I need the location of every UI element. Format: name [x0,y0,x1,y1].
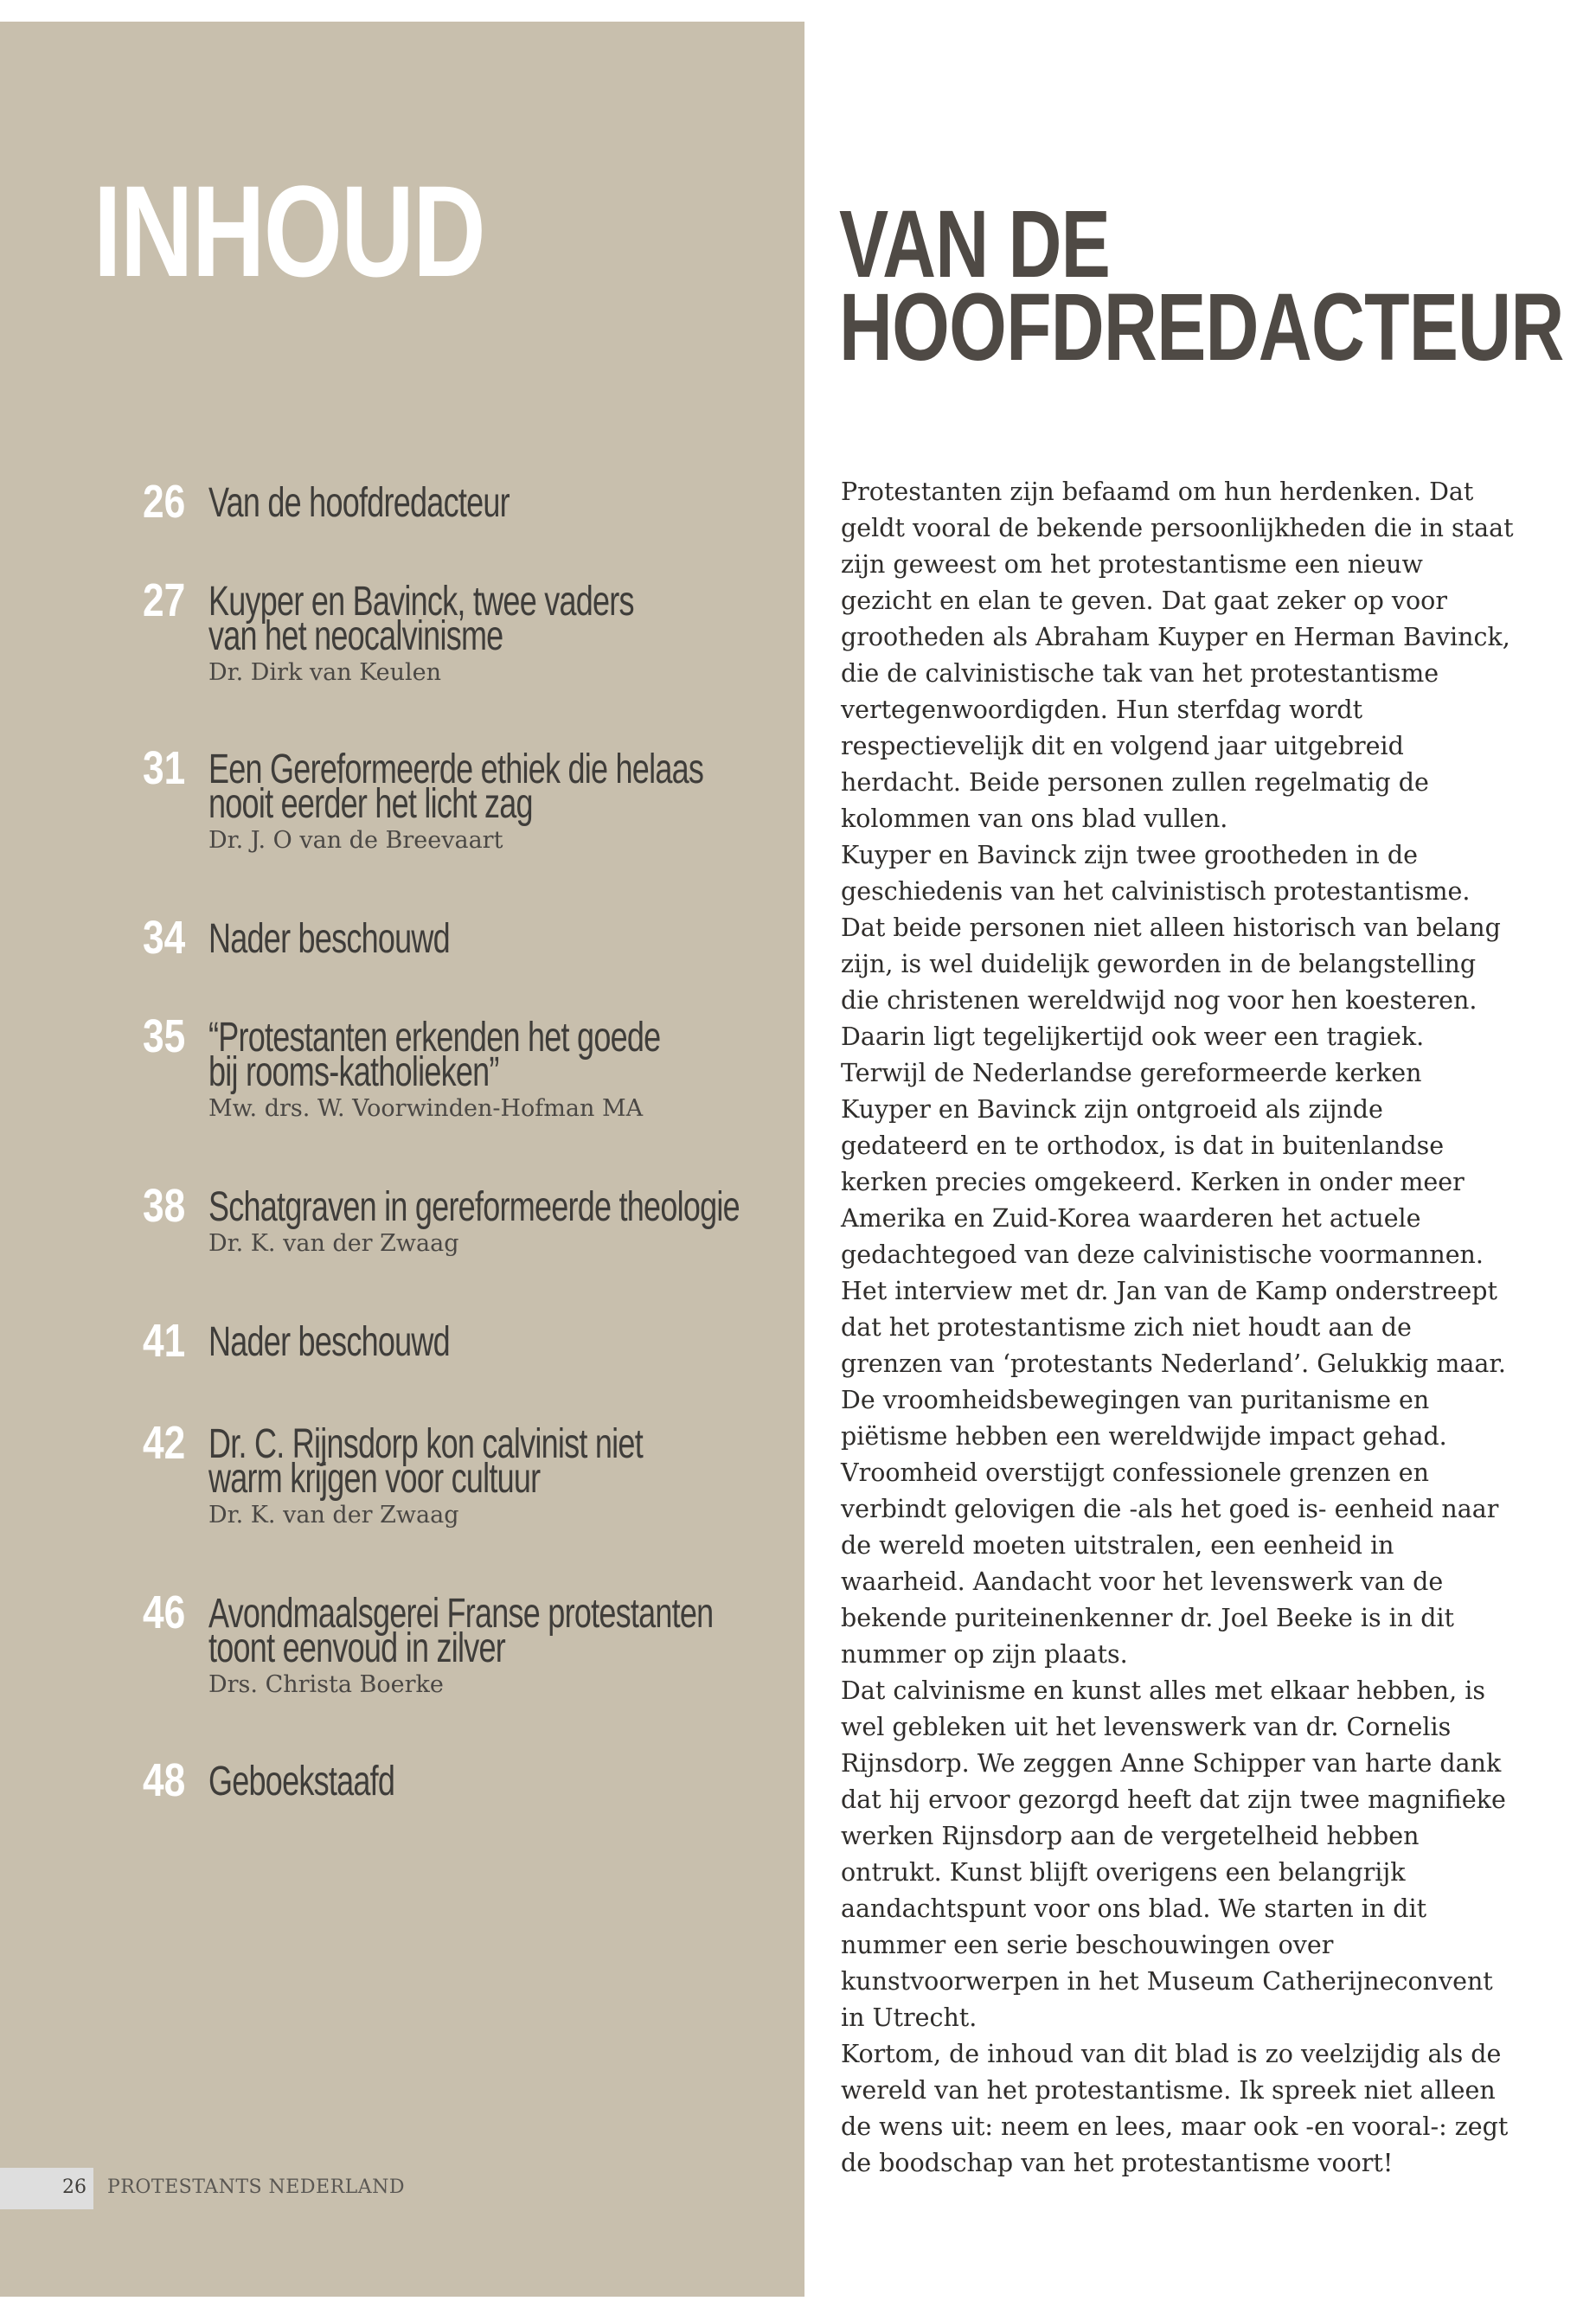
toc-page-number: 46 [143,1586,186,1638]
contents-panel [0,22,804,2297]
editorial-paragraph: Dat calvinisme en kunst alles met elkaar hebben, is wel gebleken uit het levenswerk van dr. Cornelis Rijnsdorp. We zeggen Anne Schipper van harte dank dat hij ervoor gezorgd heeft dat zijn twee magnifieke werken Rijnsdorp aan de vergetelheid hebben ontrukt. Kunst blijft overigens een belangrijk aandachtspunt voor ons blad. We starten in dit nummer een serie beschouwingen over kunstvoorwerpen in het Museum Catherijneconvent in Utrecht. [841,1676,1506,2032]
toc-title: Schatgraven in gereformeerde theologie [208,1184,740,1230]
toc-title: Nader beschouwd [208,1319,450,1365]
toc-title: Geboekstaafd [208,1759,395,1804]
editorial-paragraph: Protestanten zijn befaamd om hun herdenken. Dat geldt vooral de bekende persoonlijkheden die in staat zijn geweest om het protestantisme een nieuw gezicht en elan te geven. Dat gaat zeker op voor grootheden als Abraham Kuyper en Herman Bavinck, die de calvinistische tak van het protestantisme vertegenwoordigden. Hun sterfdag wordt respectievelijk dit en volgend jaar uitgebreid herdacht. Beide personen zullen regelmatig de kolommen van ons blad vullen. [841,478,1514,833]
contents-heading: INHOUD [93,158,485,304]
toc-title: Kuyper en Bavinck, twee vaders van het neocalvinisme [208,579,634,659]
toc-author: Dr. J. O van de Breevaart [208,827,503,854]
toc-author: Dr. K. van der Zwaag [208,1502,459,1529]
toc-author: Mw. drs. W. Voorwinden-Hofman MA [208,1095,644,1122]
toc-title: Nader beschouwd [208,916,450,962]
editorial-paragraph: Het interview met dr. Jan van de Kamp onderstreept dat het protestantisme zich niet houdt aan de grenzen van ‘protestants Nederland’. Gelukkig maar. De vroomheidsbewegingen van puritanisme en piëtisme hebben een wereldwijde impact gehad. Vroomheid overstijgt confessionele grenzen en verbindt gelovigen die -als het goed is- eenheid naar de wereld moeten uitstralen, een eenheid in waarheid. Aandacht voor het levenswerk van de bekende puriteinenkenner dr. Joel Beeke is in dit nummer op zijn plaats. [841,1277,1506,1669]
toc-author: Dr. Dirk van Keulen [208,659,442,686]
toc-title: Dr. C. Rijnsdorp kon calvinist niet warm krijgen voor cultuur [208,1421,643,1502]
toc-page-number: 42 [143,1417,186,1469]
editorial-paragraph: Kortom, de inhoud van dit blad is zo veelzijdig als de wereld van het protestantisme. Ik spreek niet alleen de wens uit: neem en lees, maar ook -en vooral-: zegt de boodschap van het protestantisme voort! [841,2040,1509,2177]
toc-page-number: 35 [143,1010,186,1062]
toc-title: “Protestanten erkenden het goede bij rooms-katholieken” [208,1015,661,1095]
editorial-heading: VAN DE HOOFDREDACTEUR [839,191,1564,381]
publication-name: PROTESTANTS NEDERLAND [107,2176,406,2198]
toc-page-number: 31 [143,742,186,794]
toc-author: Dr. K. van der Zwaag [208,1230,459,1257]
toc-page-number: 34 [143,912,186,964]
toc-page-number: 27 [143,574,186,626]
toc-page-number: 38 [143,1180,186,1232]
editorial-body [841,474,1516,2182]
toc-page-number: 26 [143,476,186,528]
toc-page-number: 41 [143,1315,186,1367]
toc-title: Van de hoofdredacteur [208,480,510,526]
page-number: 26 [62,2176,87,2198]
toc-page-number: 48 [143,1754,186,1806]
toc-title: Avondmaalsgerei Franse protestanten toont eenvoud in zilver [208,1591,714,1671]
toc-author: Drs. Christa Boerke [208,1671,444,1698]
editorial-paragraph: Kuyper en Bavinck zijn twee grootheden in de geschiedenis van het calvinistisch protestantisme. Dat beide personen niet alleen historisch van belang zijn, is wel duidelijk geworden in de belangstelling die christenen wereldwijd nog voor hen koesteren. Daarin ligt tegelijkertijd ook weer een tragiek. Terwijl de Nederlandse gereformeerde kerken Kuyper en Bavinck zijn ontgroeid als zijnde gedateerd en te orthodox, is dat in buitenlandse kerken precies omgekeerd. Kerken in onder meer Amerika en Zuid-Korea waarderen het actuele gedachtegoed van deze calvinistische voormannen. [841,841,1501,1269]
toc-title: Een Gereformeerde ethiek die helaas nooit eerder het licht zag [208,747,704,827]
